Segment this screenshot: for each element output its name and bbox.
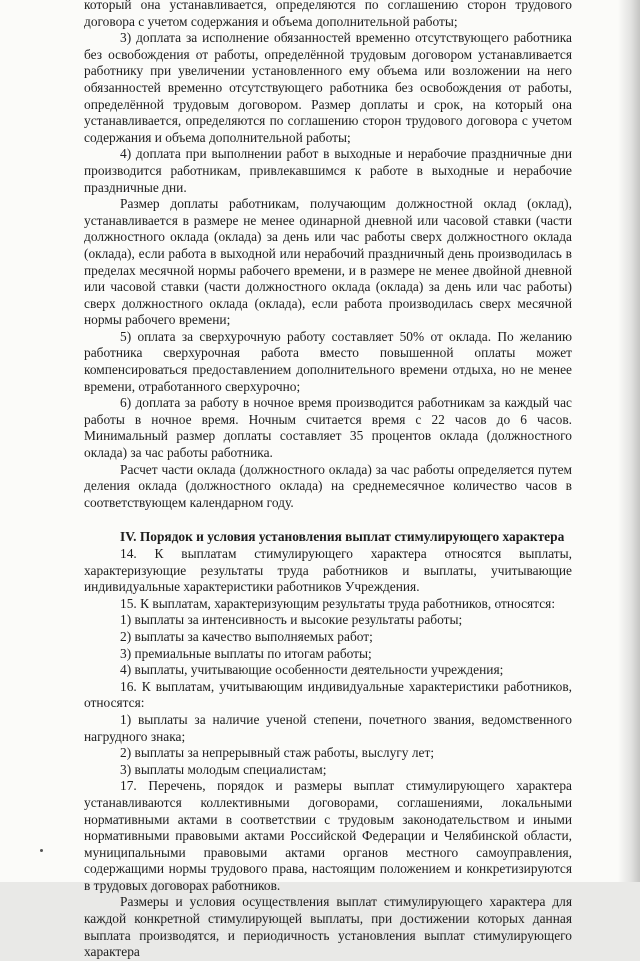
paragraph: 5) оплата за сверхурочную работу составляет 50% от оклада. По желанию работника сверхурочная работа вместо повышенной оплаты может компенсироваться предоставлением дополнительного времени отдыха, но не менее времени, отработанного сверхурочно; [84, 328, 572, 394]
paragraph: 17. Перечень, порядок и размеры выплат стимулирующего характера устанавливаются коллективными договорами, соглашениями, локальными нормативными актами в соответствии с трудовым законодательством и иными нормативными правовыми актами Российской Федерации и Челябинской области, муниципальными правовыми актами органов местного самоуправления, содержащими нормы трудового права, настоящим положением и конкретизируются в трудовых договорах работников. [84, 778, 572, 893]
paragraph: 16. К выплатам, учитывающим индивидуальные характеристики работников, относятся: [84, 678, 572, 711]
page-edge-shadow [618, 0, 640, 882]
paragraph: 15. К выплатам, характеризующим результаты труда работников, относятся: [120, 595, 556, 611]
paragraph: 3) премиальные выплаты по итогам работы; [120, 645, 372, 661]
paragraph: 6) доплата за работу в ночное время производится работникам за каждый час работы в ночное время. Ночным считается время с 22 часов до 6 часов. Минимальный размер доплаты составляет 35 процентов оклада (должностного оклада) за час работы работника. [84, 395, 572, 461]
paragraph: Расчет части оклада (должностного оклада) за час работы определяется путем деления оклада (должностного оклада) на среднемесячное количество часов в соответствующем календарном году. [84, 461, 572, 510]
paragraph: Размеры и условия осуществления выплат стимулирующего характера для каждой конкретной стимулирующей выплаты, при достижении которых данная выплата производятся, и периодичность установления выплат стимулирующего характера [84, 894, 572, 960]
paragraph: 2) выплаты за качество выполняемых работ; [120, 628, 373, 644]
paragraph: 1) выплаты за наличие ученой степени, почетного звания, ведомственного нагрудного знака; [84, 711, 572, 744]
paragraph: 3) выплаты молодым специалистам; [120, 761, 327, 777]
paragraph: 4) выплаты, учитывающие особенности деятельности учреждения; [120, 662, 504, 678]
document-body [84, 0, 572, 961]
paragraph: 1) выплаты за интенсивность и высокие результаты работы; [120, 612, 463, 628]
paragraph: Размер доплаты работникам, получающим должностной оклад (оклад), устанавливается в размере не менее одинарной дневной или часовой ставки (части должностного оклада (оклада) за день или час работы сверх должностного оклада (оклада), если работа в выходной или нерабочий праздничный день производилась в пределах месячной нормы рабочего времени, и в размере не менее двойной дневной или часовой ставки (части должностного оклада (оклада) за день или час работы) сверх должностного оклада (оклада), если работа производилась сверх месячной нормы рабочего времени; [84, 196, 572, 328]
paragraph: 14. К выплатам стимулирующего характера относятся выплаты, характеризующие результаты труда работников и выплаты, учитывающие индивидуальные характеристики работников Учреждения. [84, 546, 572, 595]
paragraph: который она устанавливается, определяются по соглашению сторон трудового договора с учетом содержания и объема дополнительной работы; [84, 0, 572, 29]
paragraph: 3) доплата за исполнение обязанностей временно отсутствующего работника без освобождения от работы, определённой трудовым договором устанавливается работнику при увеличении установленного ему объема или возложении на него обязанностей временно отсутствующего работника без освобождения от работы, определённой трудовым договором. Размер доплаты и срок, на который она устанавливается, определяются по соглашению сторон трудового договора с учетом содержания и объема дополнительной работы; [84, 30, 572, 145]
paragraph: 4) доплата при выполнении работ в выходные и нерабочие праздничные дни производится работникам, привлекавшимся к работе в выходные и нерабочие праздничные дни. [84, 146, 572, 195]
paragraph: 2) выплаты за непрерывный стаж работы, выслугу лет; [120, 745, 435, 761]
scan-speck [40, 849, 43, 852]
section-heading: IV. Порядок и условия установления выплат стимулирующего характера [120, 529, 565, 545]
